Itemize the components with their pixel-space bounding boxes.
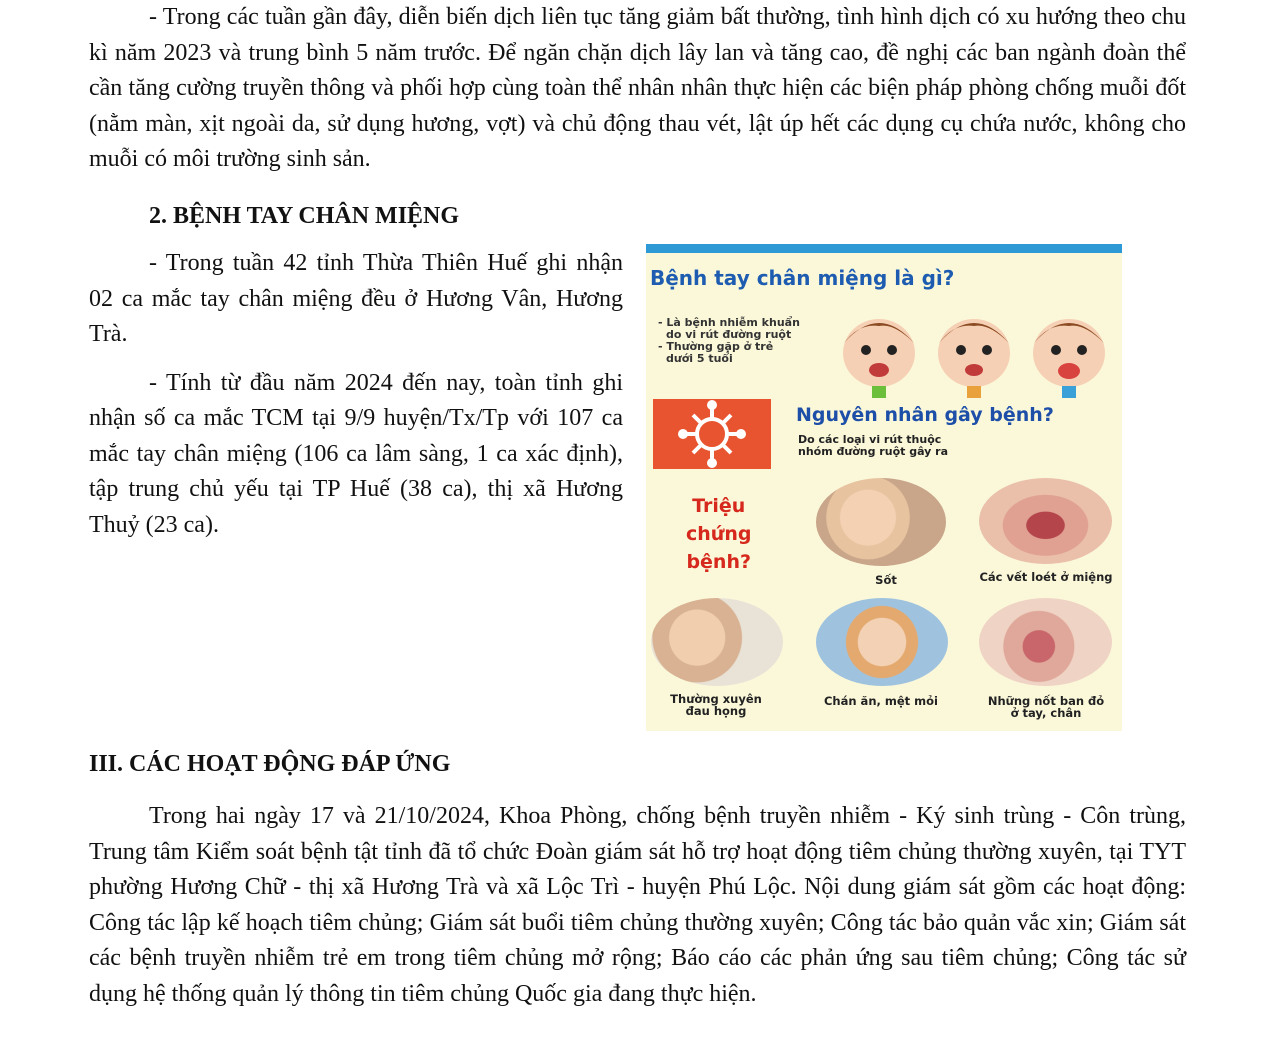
virus-icon-box: [653, 399, 771, 469]
caption-sore-throat: Thường xuyên đau họng: [670, 692, 762, 718]
caption-rash: Những nốt ban đỏ ở tay, chân: [987, 694, 1105, 720]
paragraph-dengue-advice: - Trong các tuần gần đây, diễn biến dịch liên tục tăng giảm bất thường, tình hình dịch có xu hướng theo chu kì năm 2023 và trung bình 5 năm trước. Để ngăn chặn dịch lây lan và tăng cao, đề nghị các ban ngành đoàn thể cần tăng cường truyền thông và phối hợp cùng toàn thể nhân nhân thực hiện các biện pháp phòng chống muỗi đốt (nằm màn, xịt ngoài da, sử dụng hương, vợt) và chủ động thau vét, lật úp hết các dụng cụ chứa nước, không cho muỗi có môi trường sinh sản.: [89, 4, 1186, 172]
heading-hand-foot-mouth: 2. BỆNH TAY CHÂN MIỆNG: [149, 203, 460, 229]
cause-title: Nguyên nhân gây bệnh?: [796, 404, 1054, 426]
sore-throat-photo: [651, 598, 783, 686]
mouth-ulcer-photo: [979, 478, 1112, 564]
caption-mouth-ulcer: Các vết loét ở miệng: [979, 570, 1113, 584]
paragraph-supervision: Trong hai ngày 17 và 21/10/2024, Khoa Phòng, chống bệnh truyền nhiễm - Ký sinh trùng - Côn trùng, Trung tâm Kiểm soát bệnh tật tỉnh đã tổ chức Đoàn giám sát hỗ trợ hoạt động tiêm chủng thường xuyên, tại TYT phường Hương Chữ - thị xã Hương Trà và xã Lộc Trì - huyện Phú Lộc. Nội dung giám sát gồm các hoạt động: Công tác lập kế hoạch tiêm chủng; Giám sát buổi tiêm chủng thường xuyên; Công tác bảo quản vắc xin; Giám sát các bệnh truyền nhiễm trẻ em trong tiêm chủng mở rộng; Báo cáo các phản ứng sau tiêm chủng; Công tác sử dụng hệ thống quản lý thông tin tiêm chủng Quốc gia đang thực hiện.: [89, 803, 1186, 1007]
hfmd-infographic: [646, 244, 1122, 731]
sick-children-illustration: [834, 308, 1122, 398]
child-face-icon: [1033, 319, 1105, 398]
child-face-icon: [938, 319, 1010, 398]
rash-photo: [979, 598, 1112, 686]
heading-response-activities: III. CÁC HOẠT ĐỘNG ĐÁP ỨNG: [89, 751, 451, 777]
caption-fever: Sốt: [875, 573, 897, 587]
hfmd-text-column: [89, 246, 623, 543]
symptom-heading: Triệu chứng bệnh?: [686, 495, 752, 573]
paragraph-week-42: - Trong tuần 42 tỉnh Thừa Thiên Huế ghi nhận 02 ca mắc tay chân miệng đều ở Hương Vân, Hương Trà.: [89, 250, 623, 347]
tired-child-photo: [816, 598, 948, 686]
virus-icon: [653, 399, 771, 469]
fever-photo: [816, 478, 946, 566]
cause-description: Do các loại vi rút thuộc nhóm đường ruột gây ra: [798, 433, 949, 458]
child-face-icon: [843, 319, 915, 398]
paragraph-year-total: - Tính từ đầu năm 2024 đến nay, toàn tỉnh ghi nhận số ca mắc TCM tại 9/9 huyện/Tx/Tp với 107 ca mắc tay chân miệng (106 ca lâm sàng, 1 ca xác định), tập trung chủ yếu tại TP Huế (38 ca), thị xã Hương Thuỷ (23 ca).: [89, 369, 623, 538]
infographic-bullets: - Là bệnh nhiễm khuẩn do vi rút đường ruột - Thường gặp ở trẻ dưới 5 tuổi: [658, 316, 800, 365]
infographic-title: Bệnh tay chân miệng là gì?: [650, 266, 955, 290]
caption-loss-of-appetite: Chán ăn, mệt mỏi: [823, 694, 938, 708]
